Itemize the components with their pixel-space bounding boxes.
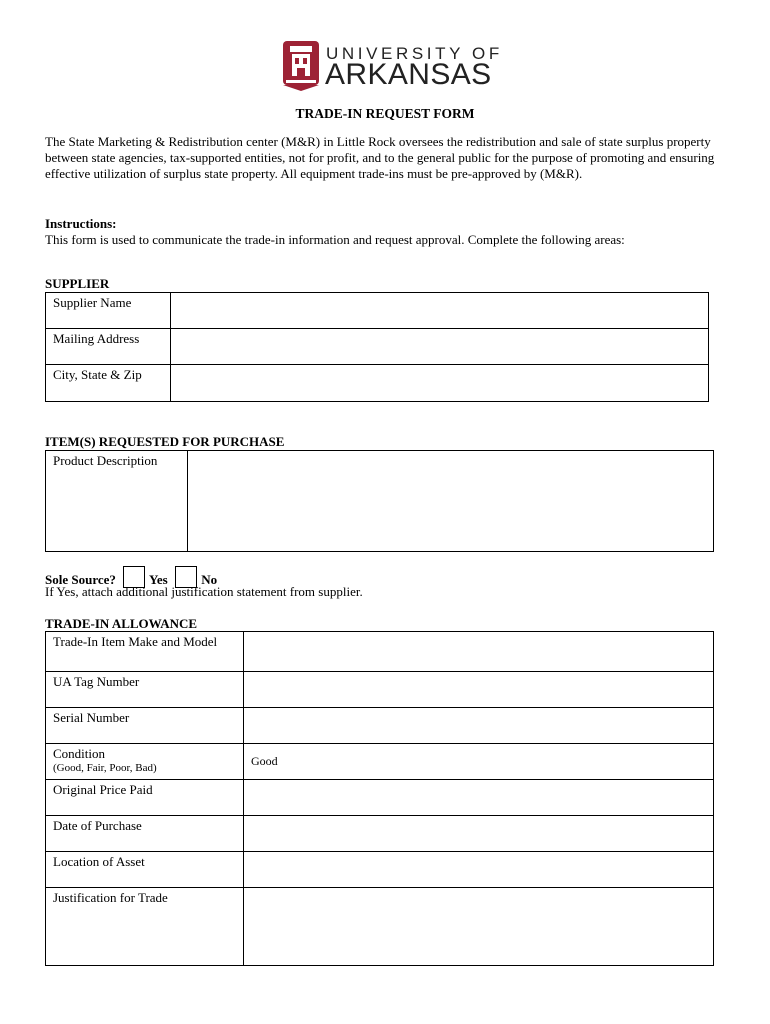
condition-field[interactable]: Good bbox=[244, 744, 714, 780]
condition-label-cell bbox=[46, 744, 244, 780]
ua-tag-field[interactable] bbox=[244, 672, 714, 708]
sole-source-no-label: No bbox=[201, 572, 218, 587]
product-description-label: Product Description bbox=[46, 451, 188, 552]
tradein-table bbox=[45, 631, 714, 966]
instructions-heading: Instructions: bbox=[45, 216, 117, 231]
condition-label: Condition bbox=[53, 746, 106, 761]
items-heading: ITEM(S) REQUESTED FOR PURCHASE bbox=[45, 434, 285, 449]
date-of-purchase-label: Date of Purchase bbox=[46, 816, 244, 852]
location-label: Location of Asset bbox=[46, 852, 244, 888]
serial-number-field[interactable] bbox=[244, 708, 714, 744]
ua-tag-label: UA Tag Number bbox=[46, 672, 244, 708]
justification-label: Justification for Trade bbox=[46, 888, 244, 966]
old-main-seal-icon bbox=[282, 40, 320, 92]
sole-source-note: If Yes, attach additional justification statement from supplier. bbox=[45, 584, 363, 599]
make-model-label: Trade-In Item Make and Model bbox=[46, 632, 244, 672]
original-price-label: Original Price Paid bbox=[46, 780, 244, 816]
sole-source-label: Sole Source? bbox=[45, 572, 116, 587]
city-state-zip-label: City, State & Zip bbox=[46, 365, 171, 402]
mailing-address-field[interactable] bbox=[171, 329, 709, 365]
supplier-name-field[interactable] bbox=[171, 293, 709, 329]
supplier-name-label: Supplier Name bbox=[46, 293, 171, 329]
original-price-field[interactable] bbox=[244, 780, 714, 816]
product-description-field[interactable] bbox=[188, 451, 714, 552]
condition-options-hint: (Good, Fair, Poor, Bad) bbox=[53, 762, 157, 774]
logo-line1: UNIVERSITY OF bbox=[326, 44, 503, 63]
instructions-text: This form is used to communicate the trade-in information and request approval. Complete the following areas: bbox=[45, 232, 625, 247]
logo-line2: ARKANSAS bbox=[325, 58, 492, 91]
city-state-zip-field[interactable] bbox=[171, 365, 709, 402]
mailing-address-label: Mailing Address bbox=[46, 329, 171, 365]
serial-number-label: Serial Number bbox=[46, 708, 244, 744]
form-title: TRADE-IN REQUEST FORM bbox=[295, 106, 475, 121]
location-field[interactable] bbox=[244, 852, 714, 888]
intro-paragraph: The State Marketing & Redistribution center (M&R) in Little Rock oversees the redistribution and sale of state surplus property between state agencies, tax-supported entities, not for profit, and to the general public for the purpose of promoting and ensuring effective utilization of surplus state property. All equipment trade-ins must be pre-approved by (M&R). bbox=[45, 134, 715, 181]
justification-field[interactable] bbox=[244, 888, 714, 966]
university-logo bbox=[282, 40, 503, 92]
supplier-heading: SUPPLIER bbox=[45, 276, 110, 291]
supplier-table bbox=[45, 292, 709, 402]
sole-source-yes-label: Yes bbox=[148, 572, 168, 587]
tradein-heading: TRADE-IN ALLOWANCE bbox=[45, 616, 198, 631]
date-of-purchase-field[interactable] bbox=[244, 816, 714, 852]
make-model-field[interactable] bbox=[244, 632, 714, 672]
items-table bbox=[45, 450, 714, 552]
